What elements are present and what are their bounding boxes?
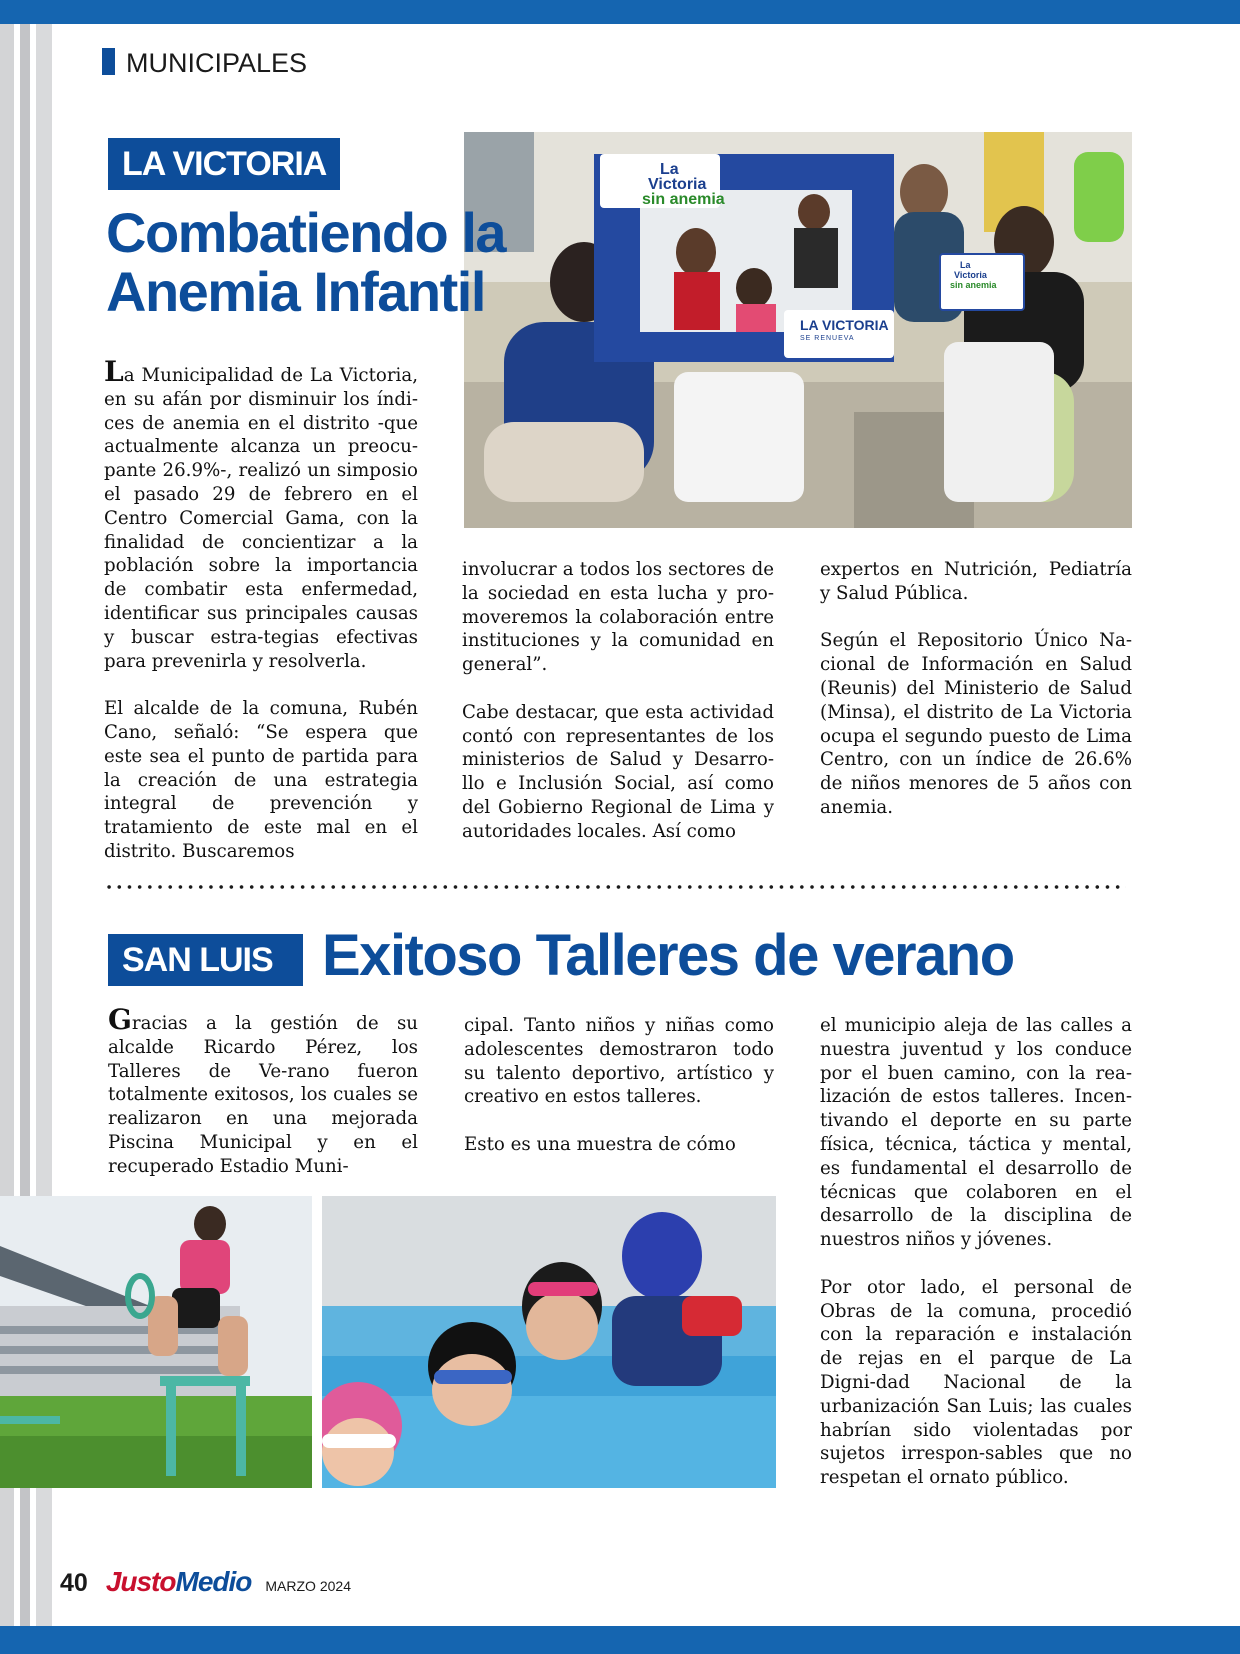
- article2-col1-p1-text: racias a la gestión de su alcalde Ricardo Pérez, los Talleres de Ve-rano fueron totalmente exitosos, los cuales se realizaron en una mejorada Piscina Municipal y en el recuperado Estadio Muni-: [108, 1013, 418, 1177]
- article1-col3-paragraph1: expertos en Nutrición, Pediatría y Salud Pública.: [820, 559, 1132, 604]
- article2-dropcap: G: [108, 1003, 132, 1036]
- article2-col1-paragraph1: [108, 1003, 418, 1179]
- page-footer: [60, 1566, 351, 1606]
- article2-column1: [108, 1003, 418, 1179]
- article1-column2: [462, 558, 774, 844]
- article2-col2-paragraph2: Esto es una muestra de cómo: [464, 1133, 736, 1155]
- article1-headline-line2: Anemia Infantil: [106, 259, 485, 323]
- card-line1: La: [960, 260, 971, 270]
- frame-logo-text: [642, 162, 725, 207]
- magazine-logo: [106, 1566, 252, 1598]
- article1-col3-paragraph2: Según el Repositorio Único Na-cional de Información en Salud (Reunis) del Ministerio de Salud (Minsa), el distrito de La Victoria ocupa el segundo puesto de Lima Centro, con un índice de 26.6% de niños menores de 5 años con anemia.: [820, 630, 1132, 818]
- pool-photo: [322, 1196, 776, 1488]
- frame-logo-line1: La: [660, 161, 679, 178]
- frame-brand-sub: SE RENUEVA: [800, 335, 855, 342]
- article1-headline: [106, 201, 506, 323]
- article1-col1-p1-text: a Municipalidad de La Victoria, en su afán por disminuir los índi-ces de anemia en el distrito -que actualmente alcanza un preocu-pante 26.9%-, realizó un simposio el pasado 29 de febrero en el Centro Comercial Gama, con la finalidad de concientizar a la población sobre la importancia de combatir esta enfermedad, identificar sus principales causas y buscar estra-tegias efectivas para prevenirla y resolverla.: [104, 365, 418, 672]
- dotted-divider: [104, 884, 1126, 890]
- held-card-text: [950, 260, 997, 290]
- section-label: [102, 48, 307, 79]
- card-line2: Victoria: [954, 270, 987, 280]
- article1-column3: [820, 558, 1132, 820]
- stadium-photo-scene: [0, 1196, 312, 1488]
- frame-logo-line2: Victoria: [648, 176, 707, 193]
- page-number: 40: [60, 1569, 88, 1597]
- frame-brand-logo: [800, 318, 889, 346]
- card-line3: sin anemia: [950, 280, 997, 290]
- article1-col2-paragraph1: involucrar a todos los sectores de la sociedad en esta lucha y pro-moveremos la colaboración entre instituciones y la comunidad en general”.: [462, 559, 774, 676]
- article1-col2-paragraph2: Cabe destacar, que esta actividad contó con representantes de los ministerios de Salud y Desarro-llo e Inclusión Social, así como del Gobierno Regional de Lima y autoridades locales. Así como: [462, 701, 774, 842]
- article2-headline: Exitoso Talleres de verano: [322, 923, 1014, 988]
- top-color-bar: [0, 0, 1240, 24]
- magazine-logo-part2: Medio: [175, 1566, 252, 1597]
- article1-dropcap: L: [104, 355, 124, 388]
- article2-column2: [464, 1014, 774, 1157]
- frame-brand-text: LA VICTORIA: [800, 317, 889, 333]
- bottom-color-bar: [0, 1626, 1240, 1654]
- frame-logo-line3: sin anemia: [642, 191, 725, 208]
- pool-photo-scene: [322, 1196, 776, 1488]
- article2-col3-paragraph1: el municipio aleja de las calles a nuestra juventud y los conduce por el buen camino, con la rea-lización de estos talleres. Incen-tivando el deporte en su parte física, técnica, táctica y mental, es fundamental el desarrollo de técnicas que colaboren en el desarrollo de la disciplina de nuestros niños y jóvenes.: [820, 1015, 1132, 1251]
- article1-photo-scene: [464, 132, 1132, 528]
- section-label-text: MUNICIPALES: [126, 48, 308, 78]
- article1-badge: LA VICTORIA: [108, 138, 340, 190]
- article1-photo: [464, 132, 1132, 528]
- article2-col2-paragraph1: cipal. Tanto niños y niñas como adolescentes demostraron todo su talento deportivo, artístico y creativo en estos talleres.: [464, 1015, 774, 1108]
- magazine-logo-part1: Justo: [105, 1566, 176, 1597]
- article1-col1-paragraph2: El alcalde de la comuna, Rubén Cano, señaló: “Se espera que este sea el punto de partida para la creación de una estrategia integral de prevención y tratamiento de este mal en el distrito. Buscaremos: [104, 698, 418, 862]
- stadium-photo: [0, 1196, 312, 1488]
- issue-date: MARZO 2024: [265, 1578, 351, 1594]
- article1-column1: [104, 355, 418, 864]
- article1-col1-paragraph1: [104, 355, 418, 673]
- article2-badge: SAN LUIS: [108, 934, 303, 986]
- article2-column3: [820, 1014, 1132, 1490]
- article2-col3-paragraph2: Por otor lado, el personal de Obras de la comuna, procedió con la reparación e instalación de rejas en el parque de La Digni-dad Nacional de la urbanización San Luis; las cuales habrían sido violentadas por sujetos irrespon-sables que no respetan el ornato público.: [820, 1276, 1132, 1489]
- article1-headline-line1: Combatiendo la: [106, 201, 506, 264]
